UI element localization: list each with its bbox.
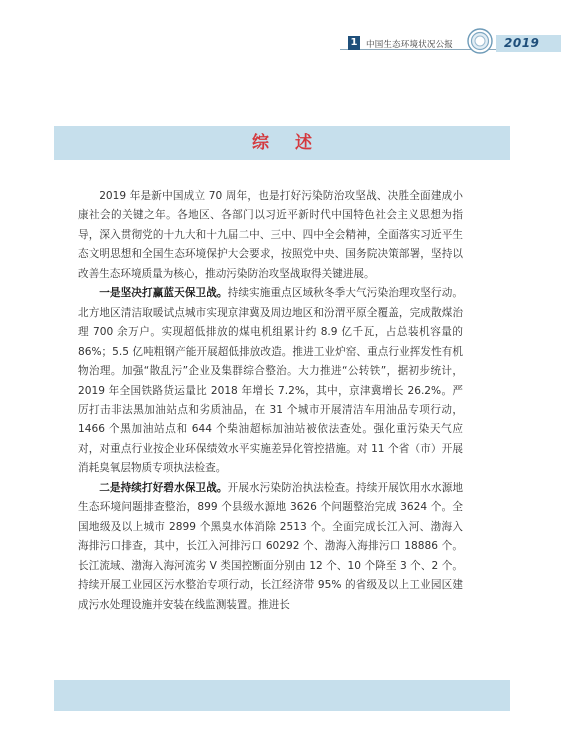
paragraph-lead: 一是坚决打赢蓝天保卫战。 bbox=[99, 287, 228, 300]
section-title-bar bbox=[54, 126, 510, 160]
footer-bar bbox=[54, 680, 510, 711]
section-title: 综述 bbox=[252, 133, 338, 153]
intro-paragraph bbox=[78, 187, 463, 284]
clear-water-paragraph bbox=[78, 479, 463, 615]
paragraph-text: 持续实施重点区域秋冬季大气污染治理攻坚行动。北方地区清洁取暖试点城市实现京津冀及周边地区和汾渭平原全覆盖，完成散煤治理 700 余万户。实现超低排放的煤电机组累计约 8.9 亿千瓦，占总装机容量的 86%；5.5 亿吨粗钢产能开展超低排放改造。推进工业炉窑、重点行业挥发性有机物治理。加强“散乱污”企业及集群综合整治。大力推进“公转铁”，据初步统计，2019 年全国铁路货运量比 2018 年增长 7.2%，其中，京津冀增长 26.2%。严厉打击非法黑加油站点和劣质油品，在 31 个城市开展清洁车用油品专项行动，1466 个黑加油站点和 644 个柴油超标加油站被依法查处。强化重污染天气应对，对重点行业按企业环保绩效水平实施差异化管控措施。对 11 个省（市）开展消耗臭氧层物质专项执法检查。 bbox=[78, 287, 464, 475]
blue-sky-paragraph bbox=[78, 284, 463, 479]
paragraph-lead: 二是持续打好碧水保卫战。 bbox=[99, 481, 228, 494]
publication-title: 中国生态环境状况公报 bbox=[366, 40, 454, 50]
paragraph-text: 2019 年是新中国成立 70 周年，也是打好污染防治攻坚战、决胜全面建成小康社会的关键之年。各地区、各部门以习近平新时代中国特色社会主义思想为指导，深入贯彻党的十九大和十九届二中、三中、四中全会精神，全面落实习近平生态文明思想和全国生态环境保护大会要求，按照党中央、国务院决策部署，坚持以改善生态环境质量为核心，推动污染防治攻坚战取得关键进展。 bbox=[78, 190, 463, 280]
paragraph-text: 开展水污染防治执法检查。持续开展饮用水水源地生态环境问题排查整治，899 个县级水源地 3626 个问题整治完成 3624 个。全国地级及以上城市 2899 个黑臭水体消除 2513 个。全面完成长江入河、渤海入海排污口排查，其中，长江入河排污口 60292 个、渤海入海排污口 18886 个。长江流域、渤海入海河流劣 V 类国控断面分别由 12 个、10 个降至 3 个、2 个。持续开展工业园区污水整治专项行动，长江经济带 95% 的省级及以上工业园区建成污水处理设施并安装在线监测装置。推进长 bbox=[78, 481, 464, 611]
chapter-number-badge: 1 bbox=[348, 36, 360, 50]
target-circle-icon bbox=[467, 28, 493, 54]
body-text bbox=[78, 187, 463, 615]
year-badge: 2019 bbox=[496, 35, 561, 52]
page-header bbox=[0, 0, 561, 70]
